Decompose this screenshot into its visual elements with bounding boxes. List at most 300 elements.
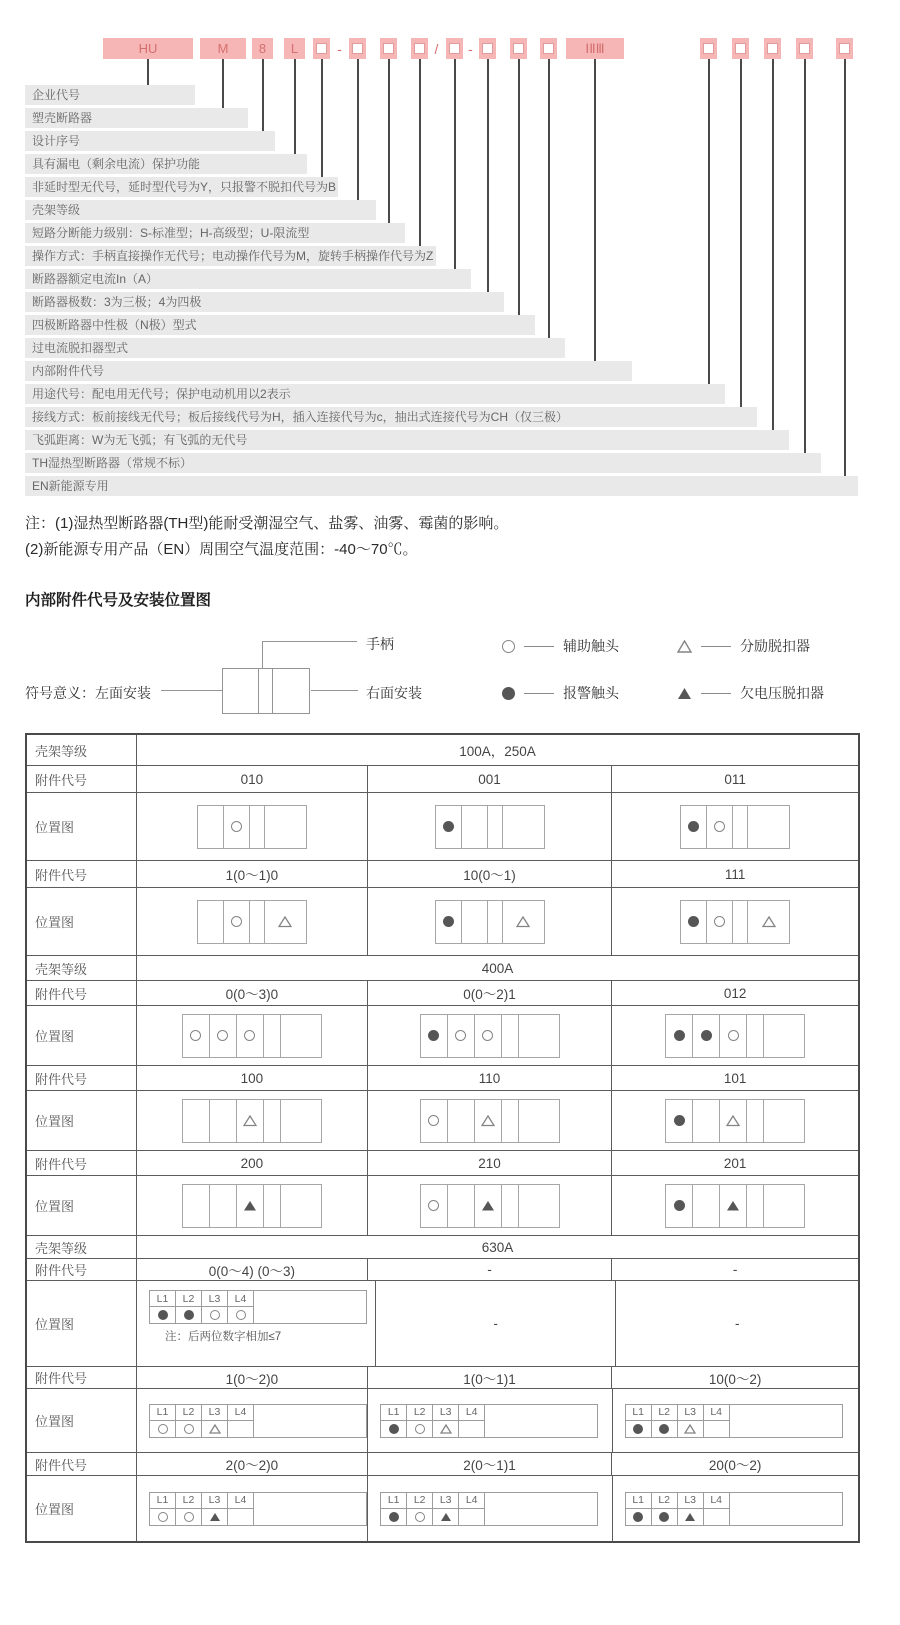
right-install-label: 右面安装 (366, 685, 422, 701)
position-diagram-ltable (149, 1404, 367, 1438)
aux-contact-icon (728, 1030, 739, 1041)
diagram-slot (265, 806, 306, 848)
row-header-cell: 壳架等级 (27, 735, 137, 765)
l-slot-cell (202, 1421, 228, 1437)
position-diagram-box (665, 1099, 805, 1143)
l-slot-cell (678, 1421, 704, 1437)
diagram-slot (502, 1100, 519, 1142)
l-table-note: 注：后两位数字相加≤7 (165, 1331, 282, 1343)
table-row (27, 1090, 858, 1150)
l-slot-cell (652, 1421, 678, 1437)
legend-item-alarm (502, 685, 619, 701)
table-row (27, 1388, 858, 1452)
accessory-code-cell: 201 (611, 1151, 858, 1175)
accessory-code-cell: 100 (240, 1070, 264, 1086)
diagram-slot (198, 901, 224, 943)
diagram-slot (224, 806, 250, 848)
placeholder-square-icon (543, 43, 554, 54)
diagram-slot (421, 1015, 448, 1057)
connector-line (388, 59, 390, 232)
connector-line (419, 59, 421, 255)
note-line-2: (2)新能源专用产品（EN）周围空气温度范围：-40～70℃。 (25, 541, 418, 558)
table-row (27, 1150, 858, 1175)
l-header-cell: L2 (652, 1493, 678, 1509)
connector-line (321, 59, 323, 186)
code-description-bar: EN新能源专用 (25, 476, 858, 496)
diagram-slot (666, 1185, 693, 1227)
connector-line (294, 59, 296, 163)
diagram-slot (210, 1015, 237, 1057)
l-slot-cell (202, 1307, 228, 1323)
table-row (27, 887, 858, 955)
diagram-slot (764, 1185, 804, 1227)
legend-label: 报警触头 (563, 685, 619, 701)
position-diagram-cell (367, 1006, 612, 1065)
aux-contact-icon (184, 1424, 194, 1434)
aux-contact-icon (244, 1030, 255, 1041)
position-diagram-box (665, 1184, 805, 1228)
l-header-cell: L4 (704, 1493, 730, 1509)
accessory-code-cell: 001 (367, 766, 612, 792)
model-code-segment: ⅠⅡⅢ (566, 38, 624, 59)
position-diagram-cell (612, 1389, 858, 1452)
placeholder-square-icon (735, 43, 746, 54)
model-code-segment (836, 38, 853, 59)
diagram-slot (448, 1015, 475, 1057)
diagram-slot (281, 1015, 321, 1057)
shunt-release-icon (684, 1424, 696, 1434)
diagram-slot (237, 1100, 264, 1142)
alarm-contact-icon (389, 1512, 399, 1522)
placeholder-square-icon (839, 43, 850, 54)
l-header-cell: L2 (407, 1493, 433, 1509)
shunt-release-icon (762, 916, 776, 928)
l-empty-region (254, 1291, 366, 1323)
diagram-slot (693, 1185, 720, 1227)
frame-rating-cell: 400A (481, 960, 514, 976)
model-code-segment (732, 38, 749, 59)
l-slot-cell (704, 1509, 730, 1525)
position-diagram-cell (137, 1176, 367, 1235)
position-diagram-ltable (625, 1404, 843, 1438)
legend-item-aux (502, 638, 619, 654)
l-header-cell: L3 (678, 1493, 704, 1509)
diagram-slot (224, 901, 250, 943)
aux-contact-icon (231, 821, 242, 832)
l-slot-cell (459, 1509, 485, 1525)
position-diagram-cell (367, 1176, 612, 1235)
l-slot-cell (704, 1421, 730, 1437)
model-code-segment (349, 38, 366, 59)
position-diagram-box (680, 805, 790, 849)
l-slot-cell (678, 1509, 704, 1525)
diagram-slot (183, 1100, 210, 1142)
model-code-segment (764, 38, 781, 59)
diagram-slot (720, 1015, 747, 1057)
row-header-cell: 位置图 (27, 793, 137, 860)
position-diagram-ltable (149, 1290, 367, 1344)
position-diagram-cell (367, 793, 612, 860)
position-diagram-cell (367, 1476, 611, 1541)
alarm-contact-icon (633, 1424, 643, 1434)
l-header-cell: L3 (202, 1493, 228, 1509)
diagram-divider (272, 669, 273, 713)
row-header-cell: 壳架等级 (27, 956, 137, 980)
l-header-cell: L1 (381, 1493, 407, 1509)
diagram-slot (265, 901, 306, 943)
accessory-code-cell: 011 (611, 766, 858, 792)
l-header-cell: L4 (228, 1291, 254, 1307)
diagram-slot (448, 1100, 475, 1142)
row-header-cell: 位置图 (27, 1389, 137, 1452)
l-slot-cell (228, 1421, 254, 1437)
aux-contact-icon (158, 1512, 168, 1522)
table-row (27, 955, 858, 980)
diagram-slot (748, 806, 789, 848)
position-diagram-box (420, 1099, 560, 1143)
aux-contact-icon (714, 821, 725, 832)
model-code-segment: L (284, 38, 305, 59)
alarm-contact-icon (674, 1030, 685, 1041)
code-description-bar: 接线方式：板前接线无代号；板后接线代号为H，插入连接代号为c，抽出式连接代号为CH（仅三极） (25, 407, 757, 427)
placeholder-square-icon (383, 43, 394, 54)
frame-rating-cell: 100A，250A (459, 744, 536, 759)
l-header-cell: L1 (150, 1291, 176, 1307)
alarm-contact-icon (688, 916, 699, 927)
l-slot-table (380, 1492, 598, 1526)
diagram-slot (764, 1100, 804, 1142)
model-code-segment: 8 (252, 38, 273, 59)
diagram-slot (707, 806, 733, 848)
accessory-code-cell: 2(0～1)1 (367, 1453, 612, 1475)
diagram-slot (747, 1185, 764, 1227)
accessory-code-cell: 1(0～1)0 (225, 868, 279, 883)
position-diagram-cell (137, 793, 367, 860)
position-diagram-box (197, 900, 307, 944)
diagram-slot (733, 806, 748, 848)
model-code-separator: / (434, 40, 439, 57)
connector-line (518, 59, 520, 324)
aux-contact-icon (236, 1310, 246, 1320)
code-description-bar: 非延时型无代号，延时型代号为Y，只报警不脱扣代号为B (25, 177, 338, 197)
accessory-code-cell: - (611, 1259, 858, 1280)
connector-line (804, 59, 806, 462)
l-slot-cell (176, 1509, 202, 1525)
model-code-segment (540, 38, 557, 59)
placeholder-square-icon (799, 43, 810, 54)
position-diagram-box (182, 1184, 322, 1228)
code-description-bar: 四极断路器中性极（N极）型式 (25, 315, 535, 335)
model-code-segment (411, 38, 428, 59)
diagram-slot (183, 1185, 210, 1227)
l-header-cell: L1 (150, 1405, 176, 1421)
row-header-cell: 附件代号 (27, 981, 137, 1005)
table-row (27, 1475, 858, 1541)
position-diagram-box (197, 805, 307, 849)
position-diagram-cell (137, 1091, 367, 1150)
l-slot-cell (228, 1509, 254, 1525)
shunt-release-icon (278, 916, 292, 928)
shunt-release-icon (243, 1115, 257, 1127)
diagram-slot (237, 1185, 264, 1227)
table-row (27, 1175, 858, 1235)
position-diagram-ltable (625, 1492, 843, 1526)
position-diagram-cell: - (375, 1281, 616, 1366)
table-row (27, 792, 858, 860)
undervoltage-release-icon (209, 1512, 221, 1522)
handle-leader-line (262, 641, 357, 642)
diagram-slot (764, 1015, 804, 1057)
position-diagram-cell (611, 793, 858, 860)
l-header-cell: L2 (407, 1405, 433, 1421)
diagram-slot (503, 806, 544, 848)
aux-contact-icon (210, 1310, 220, 1320)
position-diagram-ltable (380, 1404, 598, 1438)
accessory-code-cell: 111 (611, 861, 858, 887)
row-header-cell: 位置图 (27, 1281, 137, 1366)
aux-contact-icon (455, 1030, 466, 1041)
connector-line (772, 59, 774, 439)
diagram-slot (237, 1015, 264, 1057)
table-row (27, 735, 858, 765)
position-diagram-ltable (380, 1492, 598, 1526)
aux-contact-icon (231, 916, 242, 927)
alarm-contact-icon (443, 916, 454, 927)
table-row (27, 980, 858, 1005)
accessory-code-cell: 0(0～4) (0～3) (208, 1263, 295, 1279)
l-header-cell: L4 (459, 1405, 485, 1421)
legend-item-shunt (677, 638, 810, 654)
placeholder-square-icon (316, 43, 327, 54)
model-code-segment: M (200, 38, 246, 59)
accessory-code-cell: 10(0～2) (611, 1367, 858, 1388)
placeholder-square-icon (414, 43, 425, 54)
code-description-bar: 具有漏电（剩余电流）保护功能 (25, 154, 307, 174)
placeholder-square-icon (767, 43, 778, 54)
l-header-cell: L3 (202, 1291, 228, 1307)
diagram-slot (421, 1100, 448, 1142)
l-slot-table (380, 1404, 598, 1438)
accessory-code-cell: 012 (611, 981, 858, 1005)
position-diagram-box (182, 1014, 322, 1058)
position-diagram-box (435, 805, 545, 849)
accessory-code-cell: 0(0～2)1 (367, 981, 612, 1005)
diagram-slot (747, 1015, 764, 1057)
l-slot-cell (381, 1421, 407, 1437)
accessory-code-cell: 10(0～1) (367, 861, 612, 887)
position-diagram-box (182, 1099, 322, 1143)
aux-contact-icon (415, 1424, 425, 1434)
alarm-contact-icon (389, 1424, 399, 1434)
diagram-slot (475, 1185, 502, 1227)
position-diagram-ltable (149, 1492, 367, 1526)
position-diagram-cell (611, 1006, 858, 1065)
l-slot-cell (202, 1509, 228, 1525)
aux-contact-icon (158, 1424, 168, 1434)
symbol-meaning-left-label: 符号意义：左面安装 (25, 685, 151, 701)
diagram-slot (748, 901, 789, 943)
accessory-code-cell: 1(0～2)0 (225, 1371, 279, 1387)
l-slot-cell (228, 1307, 254, 1323)
left-leader-line (161, 690, 222, 691)
l-header-cell: L3 (433, 1405, 459, 1421)
l-slot-cell (459, 1421, 485, 1437)
diagram-slot (475, 1100, 502, 1142)
table-row (27, 1366, 858, 1388)
shunt-release-icon (677, 640, 692, 653)
shunt-release-icon (440, 1424, 452, 1434)
accessory-code-cell: 20(0～2) (611, 1453, 858, 1475)
diagram-slot (519, 1100, 559, 1142)
l-slot-cell (626, 1421, 652, 1437)
l-slot-cell (407, 1421, 433, 1437)
l-header-cell: L4 (704, 1405, 730, 1421)
legend-label: 分励脱扣器 (740, 638, 810, 654)
connector-line (357, 59, 359, 209)
code-description-bar: 用途代号：配电用无代号；保护电动机用以2表示 (25, 384, 725, 404)
diagram-slot (488, 806, 503, 848)
diagram-slot (681, 806, 707, 848)
row-header-cell: 附件代号 (27, 1453, 137, 1475)
placeholder-square-icon (513, 43, 524, 54)
aux-contact-icon (502, 640, 515, 653)
code-description-bar: 断路器极数：3为三极；4为四极 (25, 292, 504, 312)
l-header-cell: L3 (678, 1405, 704, 1421)
l-header-cell: L1 (626, 1493, 652, 1509)
position-diagram-cell: - (615, 1281, 858, 1366)
code-description-bar: 过电流脱扣器型式 (25, 338, 565, 358)
aux-contact-icon (190, 1030, 201, 1041)
alarm-contact-icon (659, 1424, 669, 1434)
row-header-cell: 壳架等级 (27, 1236, 137, 1258)
position-diagram-cell (611, 888, 858, 955)
diagram-slot (720, 1100, 747, 1142)
row-header-cell: 位置图 (27, 1176, 137, 1235)
connector-line (262, 59, 264, 140)
l-empty-region (254, 1405, 366, 1437)
legend-dash (701, 693, 731, 694)
code-description-bar: 壳架等级 (25, 200, 376, 220)
shunt-release-icon (726, 1115, 740, 1127)
note-line-1: 注：(1)湿热型断路器(TH型)能耐受潮湿空气、盐雾、油雾、霉菌的影响。 (25, 515, 509, 532)
diagram-slot (183, 1015, 210, 1057)
alarm-contact-icon (688, 821, 699, 832)
alarm-contact-icon (633, 1512, 643, 1522)
shunt-release-icon (481, 1115, 495, 1127)
undervoltage-release-icon (684, 1512, 696, 1522)
l-slot-cell (150, 1509, 176, 1525)
diagram-slot (250, 806, 265, 848)
row-header-cell: 位置图 (27, 888, 137, 955)
model-code-segment (796, 38, 813, 59)
table-row (27, 1235, 858, 1258)
model-code-segment (479, 38, 496, 59)
legend-item-uv (677, 685, 824, 701)
connector-line (487, 59, 489, 301)
placeholder-square-icon (449, 43, 460, 54)
diagram-slot (264, 1100, 281, 1142)
table-row (27, 860, 858, 887)
row-header-cell: 附件代号 (27, 1367, 137, 1388)
aux-contact-icon (184, 1512, 194, 1522)
diagram-slot (720, 1185, 747, 1227)
connector-line (594, 59, 596, 370)
row-header-cell: 附件代号 (27, 766, 137, 792)
aux-contact-icon (415, 1512, 425, 1522)
l-header-cell: L1 (150, 1493, 176, 1509)
accessory-code-cell: - (367, 1259, 612, 1280)
aux-contact-icon (482, 1030, 493, 1041)
undervoltage-release-icon (677, 687, 692, 700)
alarm-contact-icon (701, 1030, 712, 1041)
diagram-slot (681, 901, 707, 943)
diagram-slot (502, 1185, 519, 1227)
shunt-release-icon (516, 916, 530, 928)
l-slot-table (625, 1404, 843, 1438)
position-diagram-box (435, 900, 545, 944)
placeholder-square-icon (352, 43, 363, 54)
code-description-bar: 企业代号 (25, 85, 195, 105)
model-code-segment: HU (103, 38, 193, 59)
position-diagram-cell (137, 888, 367, 955)
code-description-bar: 设计序号 (25, 131, 275, 151)
l-slot-cell (433, 1509, 459, 1525)
diagram-slot (502, 1015, 519, 1057)
diagram-slot (693, 1015, 720, 1057)
code-description-bar: 飞弧距离：W为无飞弧；有飞弧的无代号 (25, 430, 789, 450)
l-slot-table (149, 1492, 367, 1526)
position-diagram-cell (611, 1176, 858, 1235)
accessory-position-table (25, 733, 860, 1543)
model-code-separator: - (337, 40, 342, 57)
diagram-slot (421, 1185, 448, 1227)
legend-dash (524, 693, 554, 694)
accessory-code-cell: 1(0～1)1 (367, 1367, 612, 1388)
handle-leader-line (262, 641, 263, 668)
alarm-contact-icon (674, 1200, 685, 1211)
shunt-release-icon (209, 1424, 221, 1434)
l-slot-cell (381, 1509, 407, 1525)
l-slot-table (149, 1290, 367, 1324)
legend-dash (524, 646, 554, 647)
code-description-bar: 塑壳断路器 (25, 108, 248, 128)
legend-label: 欠电压脱扣器 (740, 685, 824, 701)
table-row (27, 1065, 858, 1090)
l-empty-region (254, 1493, 366, 1525)
position-diagram-cell (611, 1091, 858, 1150)
l-header-cell: L4 (459, 1493, 485, 1509)
diagram-slot (264, 1185, 281, 1227)
position-diagram-box (680, 900, 790, 944)
position-diagram-cell (367, 1389, 611, 1452)
right-leader-line (311, 690, 358, 691)
position-diagram-box (420, 1184, 560, 1228)
l-slot-cell (150, 1307, 176, 1323)
code-description-bar: 断路器额定电流In（A） (25, 269, 471, 289)
model-code-segment (380, 38, 397, 59)
accessory-code-cell: 210 (367, 1151, 612, 1175)
row-header-cell: 附件代号 (27, 861, 137, 887)
l-slot-cell (150, 1421, 176, 1437)
aux-contact-icon (217, 1030, 228, 1041)
connector-line (844, 59, 846, 485)
row-header-cell: 附件代号 (27, 1151, 137, 1175)
l-slot-cell (176, 1421, 202, 1437)
connector-line (708, 59, 710, 393)
diagram-slot (666, 1015, 693, 1057)
position-diagram-cell (137, 1006, 367, 1065)
handle-label: 手柄 (366, 636, 394, 652)
